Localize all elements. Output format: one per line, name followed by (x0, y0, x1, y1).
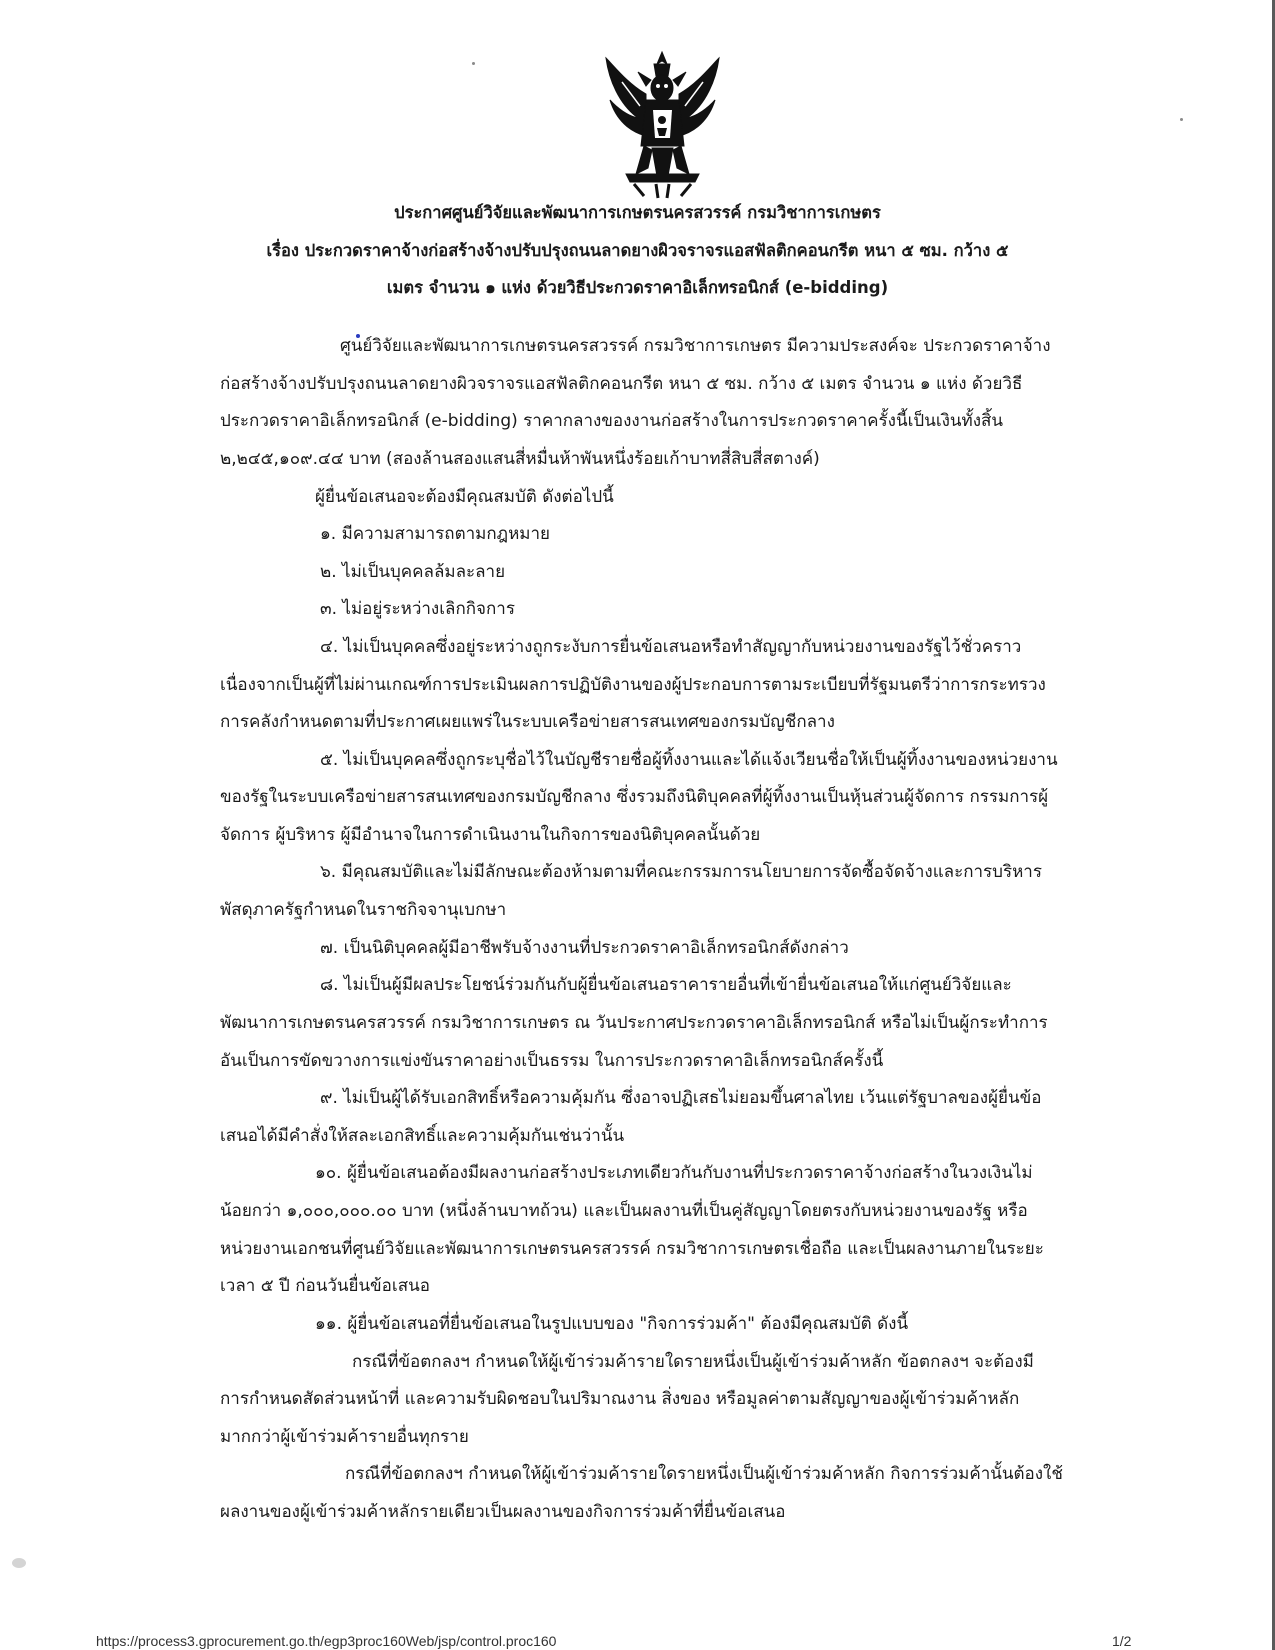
item-4-line-3: การคลังกำหนดตามที่ประกาศเผยแพร่ในระบบเครือข่ายสารสนเทศของกรมบัญชีกลาง (220, 712, 835, 732)
scan-speck (12, 1558, 26, 1568)
qualifications-heading: ผู้ยื่นข้อเสนอจะต้องมีคุณสมบัติ ดังต่อไปนี้ (315, 487, 614, 507)
title-line-1: ประกาศศูนย์วิจัยและพัฒนาการเกษตรนครสวรรค์ กรมวิชาการเกษตร (394, 203, 881, 222)
scan-speck (472, 62, 475, 65)
clause-2-line-1: กรณีที่ข้อตกลงฯ กำหนดให้ผู้เข้าร่วมค้ารายใดรายหนึ่งเป็นผู้เข้าร่วมค้าหลัก กิจการร่วมค้านั้นต้องใช้ (345, 1464, 1063, 1484)
page-number: 1/2 (1112, 1633, 1132, 1649)
clause-2-line-2: ผลงานของผู้เข้าร่วมค้าหลักรายเดียวเป็นผลงานของกิจการร่วมค้าที่ยื่นข้อเสนอ (220, 1502, 786, 1522)
item-8-line-3: อันเป็นการขัดขวางการแข่งขันราคาอย่างเป็นธรรม ในการประกวดราคาอิเล็กทรอนิกส์ครั้งนี้ (220, 1051, 884, 1071)
item-10-line-1: ๑๐. ผู้ยื่นข้อเสนอต้องมีผลงานก่อสร้างประเภทเดียวกันกับงานที่ประกวดราคาจ้างก่อสร้างในวงเงินไม่ (315, 1163, 1033, 1183)
item-10-line-3: หน่วยงานเอกชนที่ศูนย์วิจัยและพัฒนาการเกษตรนครสวรรค์ กรมวิชาการเกษตรเชื่อถือ และเป็นผลงานภายในระยะ (220, 1239, 1044, 1259)
item-5-line-2: ของรัฐในระบบเครือข่ายสารสนเทศของกรมบัญชีกลาง ซึ่งรวมถึงนิติบุคคลที่ผู้ทิ้งงานเป็นหุ้นส่วนผู้จัดการ กรรมการผู้ (220, 787, 1049, 807)
intro-line-2: ก่อสร้างจ้างปรับปรุงถนนลาดยางผิวจราจรแอสฟัลติกคอนกรีต หนา ๕ ซม. กว้าง ๕ เมตร จำนวน ๑ แห่ง ด้วยวิธี (220, 374, 1023, 394)
item-1: ๑. มีความสามารถตามกฎหมาย (320, 524, 550, 544)
item-2: ๒. ไม่เป็นบุคคลล้มละลาย (320, 562, 506, 582)
intro-line-4: ๒,๒๔๕,๑๐๙.๔๔ บาท (สองล้านสองแสนสี่หมื่นห้าพันหนึ่งร้อยเก้าบาทสี่สิบสี่สตางค์) (220, 449, 820, 469)
item-3: ๓. ไม่อยู่ระหว่างเลิกกิจการ (320, 599, 515, 619)
clause-1-line-2: การกำหนดสัดส่วนหน้าที่ และความรับผิดชอบในปริมาณงาน สิ่งของ หรือมูลค่าตามสัญญาของผู้เข้าร่วมค้าหลัก (220, 1389, 1020, 1409)
intro-line-1: ศูนย์วิจัยและพัฒนาการเกษตรนครสวรรค์ กรมวิชาการเกษตร มีความประสงค์จะ ประกวดราคาจ้าง (340, 336, 1051, 356)
item-9-line-1: ๙. ไม่เป็นผู้ได้รับเอกสิทธิ์หรือความคุ้มกัน ซึ่งอาจปฏิเสธไม่ยอมขึ้นศาลไทย เว้นแต่รัฐบาลของผู้ยื่นข้อ (320, 1088, 1042, 1108)
item-10-line-2: น้อยกว่า ๑,๐๐๐,๐๐๐.๐๐ บาท (หนึ่งล้านบาทถ้วน) และเป็นผลงานที่เป็นคู่สัญญาโดยตรงกับหน่วยงานของรัฐ หรือ (220, 1201, 1028, 1221)
item-4-line-2: เนื่องจากเป็นผู้ที่ไม่ผ่านเกณฑ์การประเมินผลการปฏิบัติงานของผู้ประกอบการตามระเบียบที่รัฐมนตรีว่าการกระทรวง (220, 675, 1046, 695)
intro-line-3: ประกวดราคาอิเล็กทรอนิกส์ (e-bidding) ราคากลางของงานก่อสร้างในการประกวดราคาครั้งนี้เป็นเงินทั้งสิ้น (220, 411, 1004, 431)
item-6-line-2: พัสดุภาครัฐกำหนดในราชกิจจานุเบกษา (220, 900, 507, 920)
item-4-line-1: ๔. ไม่เป็นบุคคลซึ่งอยู่ระหว่างถูกระงับการยื่นข้อเสนอหรือทำสัญญากับหน่วยงานของรัฐไว้ชั่วคราว (320, 637, 1022, 657)
item-9-line-2: เสนอได้มีคำสั่งให้สละเอกสิทธิ์และความคุ้มกันเช่นว่านั้น (220, 1126, 625, 1146)
footer-url: https://process3.gprocurement.go.th/egp3proc160Web/jsp/control.proc160 (96, 1633, 557, 1649)
item-8-line-2: พัฒนาการเกษตรนครสวรรค์ กรมวิชาการเกษตร ณ วันประกาศประกวดราคาอิเล็กทรอนิกส์ หรือไม่เป็นผู้กระทำการ (220, 1013, 1048, 1033)
item-5-line-1: ๕. ไม่เป็นบุคคลซึ่งถูกระบุชื่อไว้ในบัญชีรายชื่อผู้ทิ้งงานและได้แจ้งเวียนชื่อให้เป็นผู้ทิ้งงานของหน่วยงาน (320, 750, 1058, 770)
scan-speck (1180, 118, 1183, 121)
garuda-emblem (600, 50, 725, 200)
item-10-line-4: เวลา ๕ ปี ก่อนวันยื่นข้อเสนอ (220, 1276, 430, 1296)
item-5-line-3: จัดการ ผู้บริหาร ผู้มีอำนาจในการดำเนินงานในกิจการของนิติบุคคลนั้นด้วย (220, 825, 761, 845)
title-line-2: เรื่อง ประกวดราคาจ้างก่อสร้างจ้างปรับปรุงถนนลาดยางผิวจราจรแอสฟัลติกคอนกรีต หนา ๕ ซม. กว้าง ๕ (266, 241, 1009, 260)
item-11: ๑๑. ผู้ยื่นข้อเสนอที่ยื่นข้อเสนอในรูปแบบของ "กิจการร่วมค้า" ต้องมีคุณสมบัติ ดังนี้ (315, 1314, 909, 1334)
title-line-3: เมตร จำนวน ๑ แห่ง ด้วยวิธีประกวดราคาอิเล็กทรอนิกส์ (e-bidding) (386, 278, 889, 297)
item-7: ๗. เป็นนิติบุคคลผู้มีอาชีพรับจ้างงานที่ประกวดราคาอิเล็กทรอนิกส์ดังกล่าว (320, 938, 849, 958)
item-8-line-1: ๘. ไม่เป็นผู้มีผลประโยชน์ร่วมกันกับผู้ยื่นข้อเสนอราคารายอื่นที่เข้ายื่นข้อเสนอให้แก่ศูนย์วิจัยและ (320, 975, 1012, 995)
clause-1-line-1: กรณีที่ข้อตกลงฯ กำหนดให้ผู้เข้าร่วมค้ารายใดรายหนึ่งเป็นผู้เข้าร่วมค้าหลัก ข้อตกลงฯ จะต้องมี (352, 1352, 1034, 1372)
clause-1-line-3: มากกว่าผู้เข้าร่วมค้ารายอื่นทุกราย (220, 1427, 469, 1447)
item-6-line-1: ๖. มีคุณสมบัติและไม่มีลักษณะต้องห้ามตามที่คณะกรรมการนโยบายการจัดซื้อจัดจ้างและการบริหาร (320, 862, 1042, 882)
